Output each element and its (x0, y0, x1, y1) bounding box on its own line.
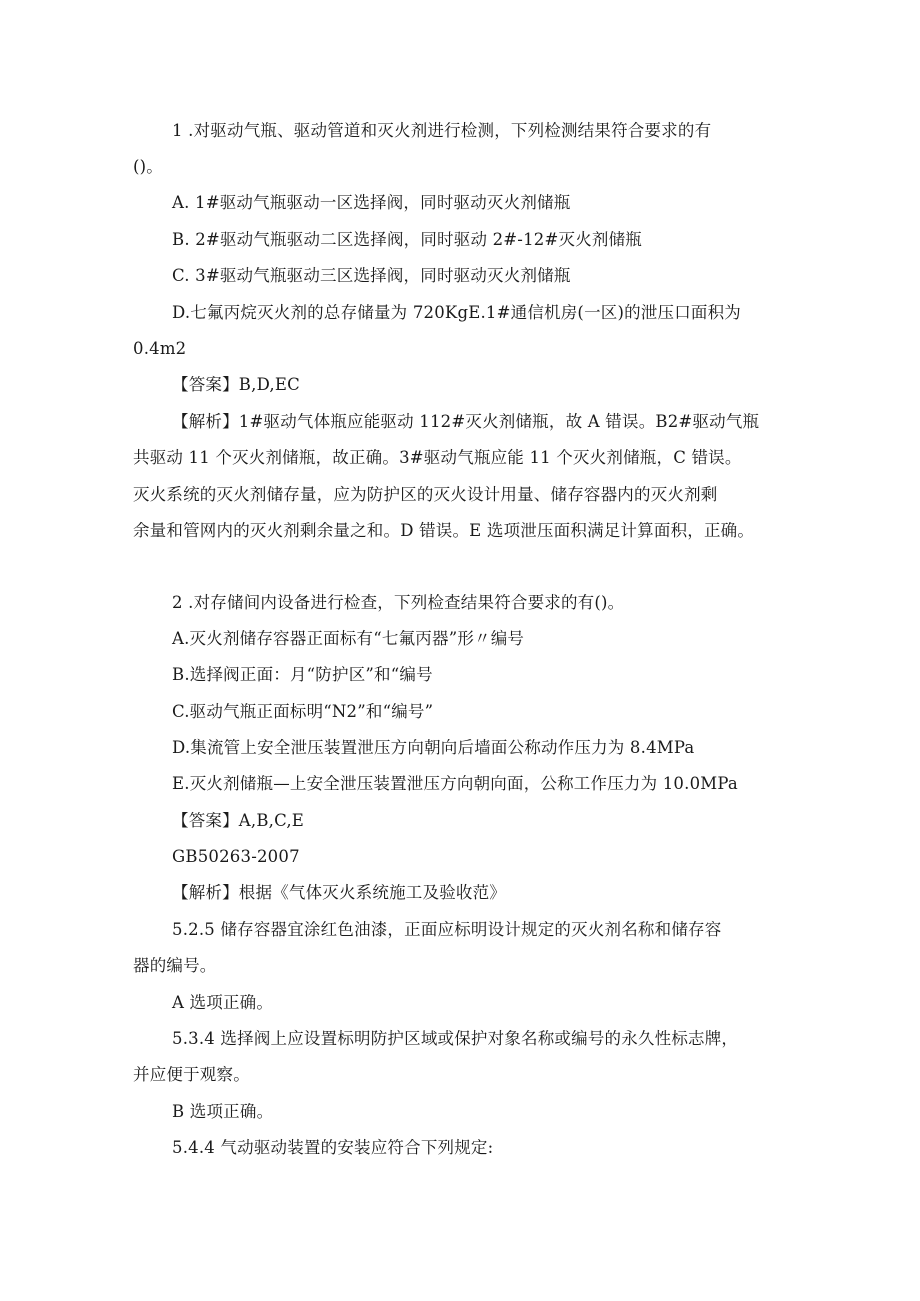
q2-clause-525-line-1: 5.2.5 储存容器宜涂红色油漆，正面应标明设计规定的灭火剂名称和储存容 (172, 920, 722, 939)
q1-analysis-line-2: 共驱动 11 个灭火剂储瓶，故正确。3#驱动气瓶应能 11 个灭火剂储瓶，C 错误。 (133, 448, 742, 467)
q1-option-a: A. 1#驱动气瓶驱动一区选择阀，同时驱动灭火剂储瓶 (172, 193, 571, 212)
q2-answer: 【答案】A,B,C,E (172, 811, 305, 830)
q2-clause-544: 5.4.4 气动驱动装置的安装应符合下列规定: (172, 1138, 494, 1157)
q1-stem-line-2: ()。 (133, 157, 163, 176)
q2-verdict-a: A 选项正确。 (172, 993, 274, 1012)
q1-analysis-line-1: 【解析】1#驱动气体瓶应能驱动 112#灭火剂储瓶，故 A 错误。B2#驱动气瓶 (172, 412, 760, 431)
q2-option-c: C.驱动气瓶正面标明“N2”和“编号” (172, 702, 434, 721)
q2-option-a: A.灭火剂储存容器正面标有“七氟丙器”形〃编号 (172, 629, 525, 648)
q1-analysis-line-3: 灭火系统的灭火剂储存量，应为防护区的灭火设计用量、储存容器内的灭火剂剩 (133, 485, 718, 504)
q2-clause-525-line-2: 器的编号。 (133, 956, 217, 975)
q1-stem-line-1: 1 .对驱动气瓶、驱动管道和灭火剂进行检测，下列检测结果符合要求的有 (172, 121, 712, 140)
q2-clause-534-line-1: 5.3.4 选择阀上应设置标明防护区域或保护对象名称或编号的永久性标志牌， (172, 1029, 739, 1048)
q1-analysis-line-4: 余量和管网内的灭火剂剩余量之和。D 错误。E 选项泄压面积满足计算面积，正确。 (133, 521, 755, 540)
q2-stem: 2 .对存储间内设备进行检查，下列检查结果符合要求的有()。 (172, 593, 625, 612)
q1-option-d-line-1: D.七氟丙烷灭火剂的总存储量为 720KgE.1#通信机房(一区)的泄压口面积为 (172, 303, 741, 322)
q2-option-b: B.选择阀正面：月“防护区”和“编号 (172, 665, 433, 684)
q2-analysis-intro: 【解析】根据《气体灭火系统施工及验收范》 (172, 883, 506, 902)
q2-standard-code: GB50263-2007 (172, 847, 300, 866)
q1-answer: 【答案】B,D,EC (172, 375, 300, 394)
q1-option-d-line-2: 0.4m2 (133, 339, 187, 358)
q1-option-b: B. 2#驱动气瓶驱动二区选择阀，同时驱动 2#-12#灭火剂储瓶 (172, 230, 643, 249)
q2-clause-534-line-2: 并应便于观察。 (133, 1065, 250, 1084)
q1-option-c: C. 3#驱动气瓶驱动三区选择阀，同时驱动灭火剂储瓶 (172, 266, 571, 285)
q2-option-d: D.集流管上安全泄压装置泄压方向朝向后墙面公称动作压力为 8.4MPa (172, 738, 695, 757)
q2-option-e: E.灭火剂储瓶—上安全泄压装置泄压方向朝向面，公称工作压力为 10.0MPa (172, 774, 738, 793)
q2-verdict-b: B 选项正确。 (172, 1102, 274, 1121)
